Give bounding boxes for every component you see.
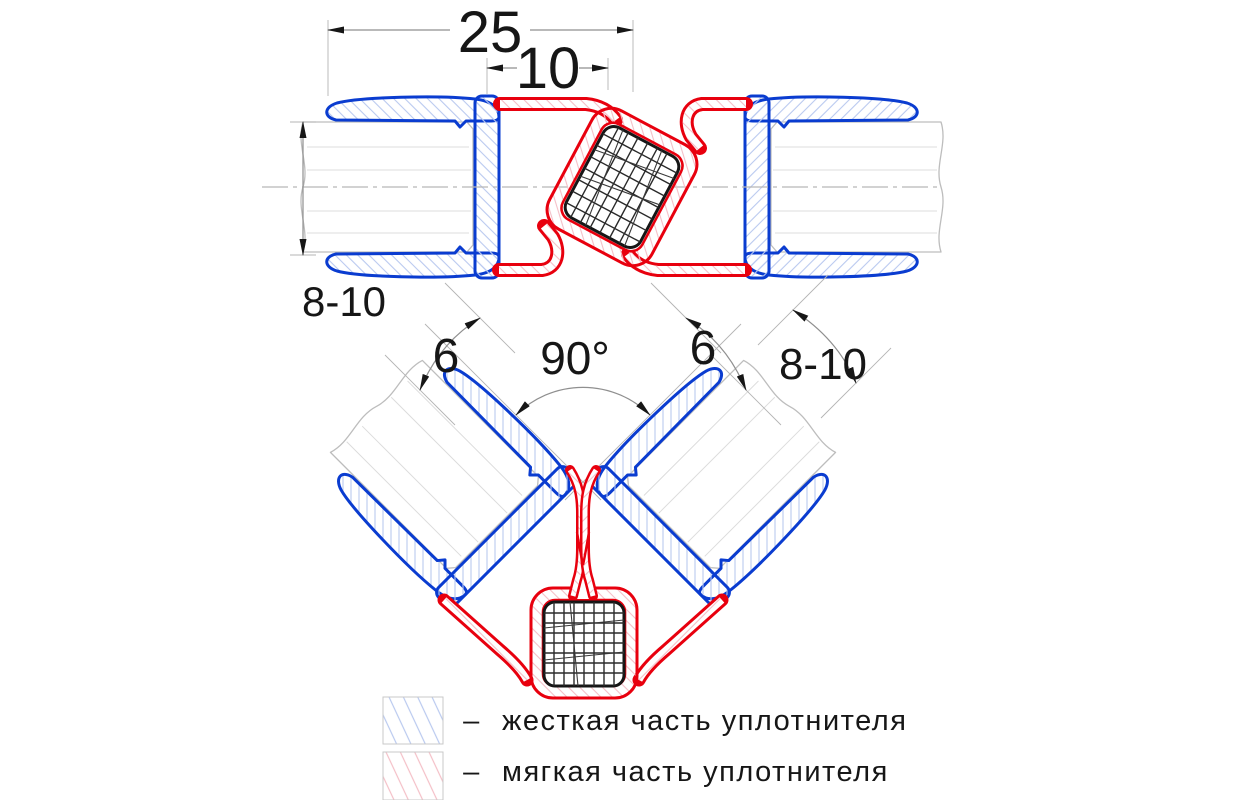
legend-label-hard: жесткая часть уплотнителя [502,705,908,737]
corner-soft-right [639,600,722,680]
legend-item-hard [383,697,907,744]
legend-item-soft [383,752,889,800]
dim-label-glass-top: 8-10 [301,278,387,325]
corner-soft-left [444,600,527,680]
top-view [262,96,943,278]
legend-swatch-soft [383,752,443,800]
dim-label-10: 10 [515,36,581,101]
legend-swatch-hard [383,697,443,744]
dim-arc-90 [516,387,650,415]
dim-label-90: 90° [540,332,610,384]
legend-marker-hard: – [463,705,481,737]
dim-label-6-left: 6 [432,330,460,383]
dim-label-6-right: 6 [689,322,717,375]
dim-label-25: 25 [457,0,523,65]
legend-marker-soft: – [463,756,481,788]
legend-label-soft: мягкая часть уплотнителя [502,756,889,788]
legend [383,697,907,800]
magnet-pocket-top [539,101,704,274]
dim-label-glass-corner: 8-10 [778,340,868,389]
magnet-corner [544,602,624,686]
